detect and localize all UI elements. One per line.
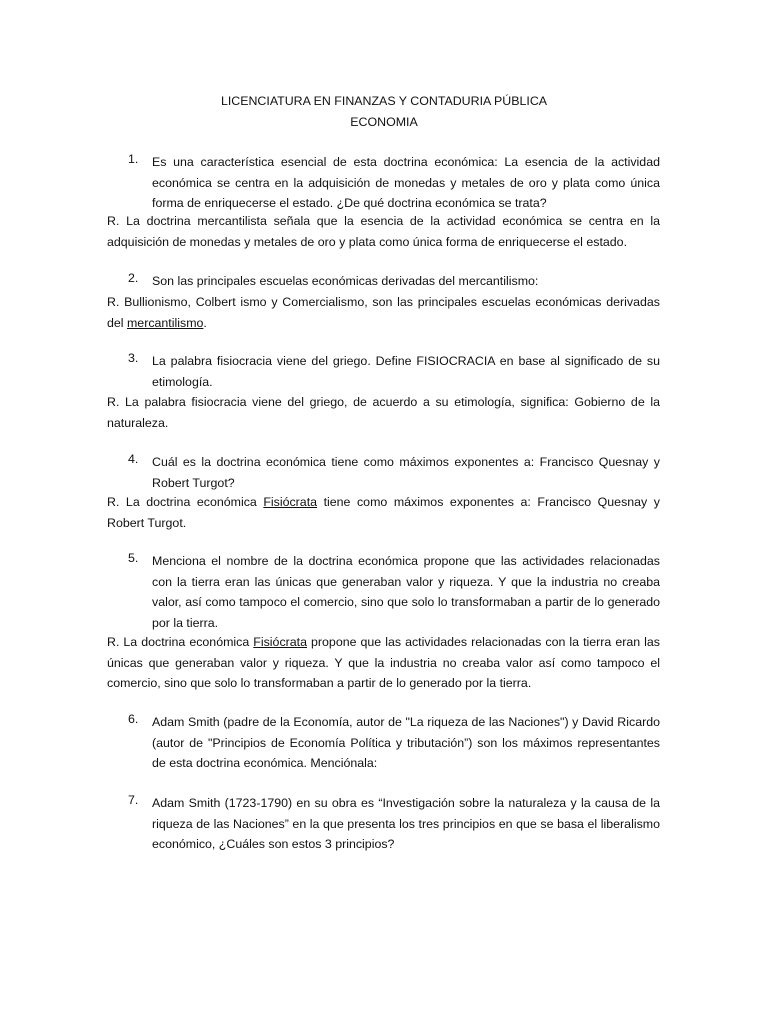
document-subtitle: ECONOMIA <box>350 115 418 129</box>
answer-2-end: . <box>203 315 207 330</box>
answer-1: R. La doctrina mercantilista señala que la esencia de la actividad económica se centra en la adquisición de monedas y metales de oro y plata como única forma de enriquecerse el estado. <box>107 214 660 249</box>
question-2: Son las principales escuelas económicas derivadas del mercantilismo: <box>152 274 539 288</box>
question-number-2: 2. <box>128 271 139 285</box>
question-5: Menciona el nombre de la doctrina económica propone que las actividades relacionadas con la tierra eran las únicas que generaban valor y riqueza. Y que la industria no creaba valor, así como tampoco el comercio, sino que solo lo transformaban a partir de lo generado por la tierra. <box>152 554 660 630</box>
answer-4-underlined: Fisiócrata <box>263 495 318 509</box>
answer-3: R. La palabra fisiocracia viene del griego, de acuerdo a su etimología, significa: Gobierno de la naturaleza. <box>107 395 660 430</box>
question-number-7: 7. <box>128 793 139 807</box>
question-number-5: 5. <box>128 551 139 565</box>
answer-4 <box>107 492 660 533</box>
question-number-6: 6. <box>128 712 139 726</box>
question-number-4: 4. <box>128 452 139 466</box>
answer-5 <box>107 632 660 694</box>
question-number-3: 3. <box>128 351 139 365</box>
answer-5-end: propone que las actividades relacionadas con la tierra eran las únicas que generaban valor y riqueza. Y que la industria no creaba valor así como tampoco el comercio, sino que solo lo transformaban a partir de lo generado por la tierra. <box>107 635 660 690</box>
answer-5-text: R. La doctrina económica <box>107 635 254 649</box>
question-6: Adam Smith (padre de la Economía, autor de "La riqueza de las Naciones") y David Ricardo (autor de "Principios de Economía Política y tributación”) son los máximos representantes de esta doctrina económica. Menciónala: <box>152 715 660 770</box>
answer-2-text: R. Bullionismo, Colbert ismo y Comercialismo, son las principales escuelas económicas derivadas del <box>107 295 660 330</box>
answer-4-end: tiene como máximos exponentes a: Francisco Quesnay y Robert Turgot. <box>107 495 660 530</box>
answer-2 <box>107 292 660 333</box>
answer-4-text: R. La doctrina económica <box>107 495 264 509</box>
question-7: Adam Smith (1723-1790) en su obra es “Investigación sobre la naturaleza y la causa de la riqueza de las Naciones” en la que presenta los tres principios en que se basa el liberalismo económico, ¿Cuáles son estos 3 principios? <box>152 796 660 851</box>
answer-5-underlined: Fisiócrata <box>253 635 307 649</box>
question-number-1: 1. <box>128 152 139 166</box>
document-title: LICENCIATURA EN FINANZAS Y CONTADURIA PÚBLICA <box>220 94 548 108</box>
answer-2-underlined: mercantilismo <box>126 315 204 330</box>
question-3: La palabra fisiocracia viene del griego. Define FISIOCRACIA en base al significado de su etimología. <box>152 354 660 389</box>
question-1: Es una característica esencial de esta doctrina económica: La esencia de la actividad económica se centra en la adquisición de monedas y metales de oro y plata como única forma de enriquecerse el estado. ¿De qué doctrina económica se trata? <box>152 155 660 210</box>
question-4: Cuál es la doctrina económica tiene como máximos exponentes a: Francisco Quesnay y Robert Turgot? <box>152 455 660 490</box>
